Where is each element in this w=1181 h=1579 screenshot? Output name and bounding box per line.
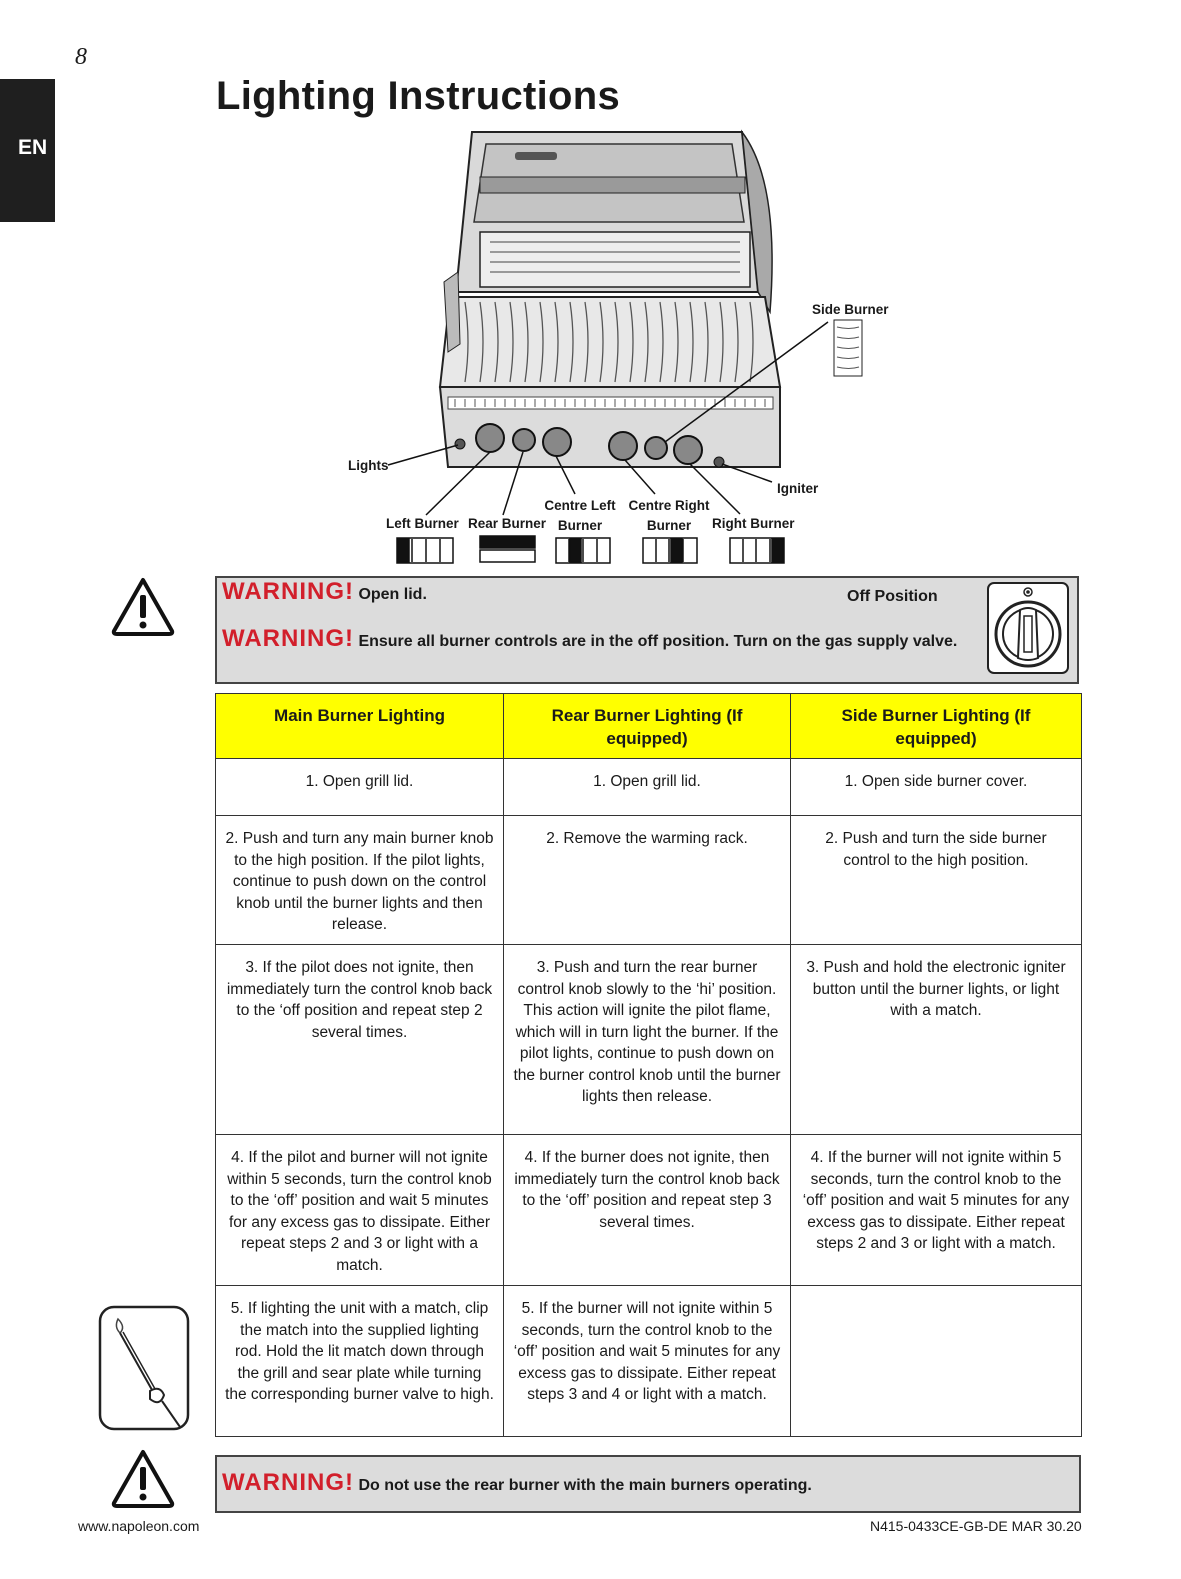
table-cell (791, 1286, 1082, 1437)
label-right-burner: Right Burner (712, 516, 795, 531)
table-row (216, 945, 1082, 1135)
table-cell: 5. If the burner will not ignite within 5 seconds, turn the control knob to the ‘off’ position and wait 5 minutes for any excess gas to dissipate. Either repeat steps 3 and 4 or light with a match. (504, 1286, 791, 1437)
label-centre-right-burner: Centre Right Burner (628, 498, 710, 533)
label-side-burner: Side Burner (812, 302, 889, 317)
header-rear-burner: Rear Burner Lighting (If equipped) (504, 694, 791, 759)
table-cell: 4. If the pilot and burner will not ignite within 5 seconds, turn the control knob to the ‘off’ position and wait 5 minutes for any excess gas to dissipate. Either repeat steps 2 and 3 or light with a match. (216, 1135, 504, 1286)
table-row (216, 759, 1082, 816)
table-cell: 2. Push and turn any main burner knob to the high position. If the pilot lights, continue to push down on the control knob until the burner lights and then release. (216, 816, 504, 945)
grill-diagram (340, 122, 900, 572)
warning-word: WARNING! (222, 625, 354, 652)
page-number: 8 (75, 44, 87, 70)
warning-line-open-lid (222, 578, 427, 606)
footer-doc-code: N415-0433CE-GB-DE MAR 30.20 (870, 1518, 1082, 1534)
label-left-burner: Left Burner (386, 516, 459, 531)
footer-website: www.napoleon.com (78, 1518, 200, 1534)
grill-illustration (340, 122, 900, 572)
lighting-rod-icon (98, 1305, 190, 1431)
label-igniter: Igniter (777, 481, 819, 496)
warning-word: WARNING! (222, 1469, 354, 1496)
warning-box (215, 576, 1079, 684)
table-cell: 3. If the pilot does not ignite, then immediately turn the control knob back to the ‘off position and repeat step 2 several times. (216, 945, 504, 1135)
label-lights: Lights (348, 458, 389, 473)
off-position-knob-icon (987, 582, 1069, 674)
table-header-row (216, 694, 1082, 759)
warning-triangle-icon (110, 575, 176, 637)
label-centre-left-burner: Centre Left Burner (544, 498, 616, 533)
table-cell: 3. Push and hold the electronic igniter button until the burner lights, or light with a match. (791, 945, 1082, 1135)
off-position-label: Off Position (847, 588, 938, 605)
warning-text-off-position: Ensure all burner controls are in the off position. Turn on the gas supply valve. (358, 633, 958, 650)
table-cell: 4. If the burner does not ignite, then immediately turn the control knob back to the ‘off’ position and repeat step 3 several times. (504, 1135, 791, 1286)
table-cell: 1. Open grill lid. (216, 759, 504, 816)
table-cell: 3. Push and turn the rear burner control knob slowly to the ‘hi’ position. This action will ignite the pilot flame, which will in turn light the burner. If the pilot lights, continue to push down on the burner control knob until the burner lights then release. (504, 945, 791, 1135)
language-tab-label: EN (18, 136, 48, 159)
table-cell: 1. Open grill lid. (504, 759, 791, 816)
header-main-burner: Main Burner Lighting (216, 694, 504, 759)
table-row (216, 1135, 1082, 1286)
page-title: Lighting Instructions (216, 74, 621, 118)
table-cell: 1. Open side burner cover. (791, 759, 1082, 816)
label-rear-burner: Rear Burner (468, 516, 547, 531)
rear-burner-warning-box (215, 1455, 1081, 1513)
table-row (216, 816, 1082, 945)
warning-triangle-icon (110, 1447, 176, 1509)
warning-text-open-lid: Open lid. (358, 586, 427, 603)
table-cell: 5. If lighting the unit with a match, clip the match into the supplied lighting rod. Hold the lit match down through the grill and sear plate while turning the corresponding burner valve to high. (216, 1286, 504, 1437)
table-row (216, 1286, 1082, 1437)
header-side-burner: Side Burner Lighting (If equipped) (791, 694, 1082, 759)
table-cell: 2. Remove the warming rack. (504, 816, 791, 945)
table-cell: 4. If the burner will not ignite within 5 seconds, turn the control knob to the ‘off’ position and wait 5 minutes for any excess gas to dissipate. Either repeat steps 2 and 3 or light with a match. (791, 1135, 1082, 1286)
warning-line-off-position (222, 625, 982, 653)
language-tab (0, 79, 55, 222)
lighting-instructions-table (215, 693, 1082, 1437)
warning-word: WARNING! (222, 578, 354, 605)
table-cell: 2. Push and turn the side burner control to the high position. (791, 816, 1082, 945)
warning-text-rear-burner: Do not use the rear burner with the main burners operating. (358, 1477, 812, 1494)
